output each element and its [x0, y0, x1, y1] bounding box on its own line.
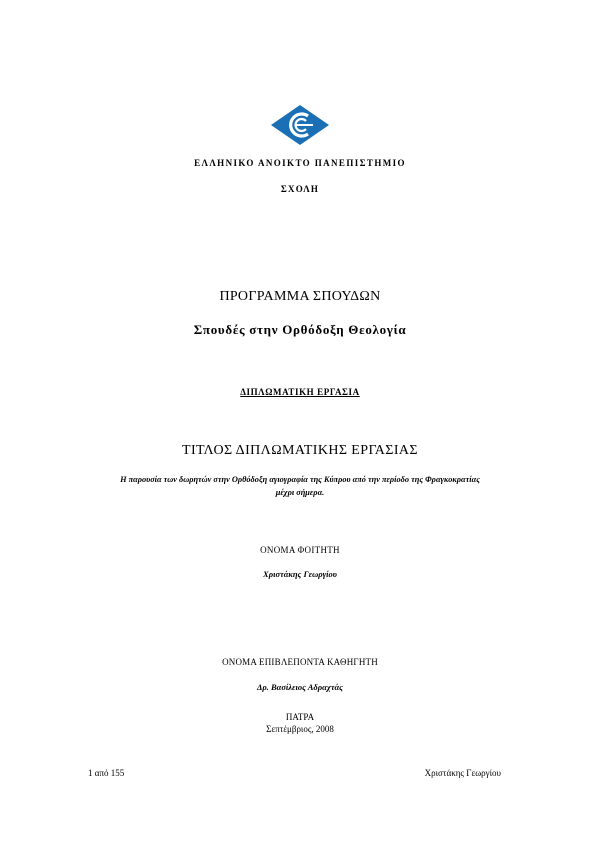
thesis-title: Η παρουσία των δωρητών στην Ορθόδοξη αγιογραφία της Κύπρου από την περίοδο της Φραγκοκρατίας μέχρι σήμερα. — [120, 475, 480, 497]
supervisor-label: ΟΝΟΜΑ ΕΠΙΒΛΕΠΟΝΤΑ ΚΑΘΗΓΗΤΗ — [222, 657, 378, 667]
thesis-title-heading: ΤΙΤΛΟΣ ΔΙΠΛΩΜΑΤΙΚΗΣ ΕΡΓΑΣΙΑΣ — [182, 443, 418, 458]
program-heading: ΠΡΟΓΡΑΜΜΑ ΣΠΟΥΔΩΝ — [219, 289, 381, 304]
page-number: 1 από 155 — [88, 768, 125, 778]
program-name: Σπουδές στην Ορθόδοξη Θεολογία — [193, 322, 407, 337]
university-logo-icon — [270, 104, 330, 146]
thesis-label-text: ΔΙΠΛΩΜΑΤΙΚΗ ΕΡΓΑΣΙΑ — [240, 387, 360, 397]
footer-author: Χριστάκης Γεωργίου — [424, 768, 501, 778]
city: ΠΑΤΡΑ — [285, 712, 315, 722]
school-name: ΣΧΟΛΗ — [280, 184, 320, 194]
university-name: ΕΛΛΗΝΙΚΟ ΑΝΟΙΚΤΟ ΠΑΝΕΠΙΣΤΗΜΙΟ — [194, 158, 406, 168]
supervisor-name: Δρ. Βασίλειος Αδραχτάς — [257, 682, 343, 692]
student-name: Χριστάκης Γεωργίου — [263, 569, 337, 579]
thesis-label — [0, 387, 600, 397]
date: Σεπτέμβριος, 2008 — [266, 724, 334, 734]
student-label: ΟΝΟΜΑ ΦΟΙΤΗΤΗ — [260, 545, 340, 555]
